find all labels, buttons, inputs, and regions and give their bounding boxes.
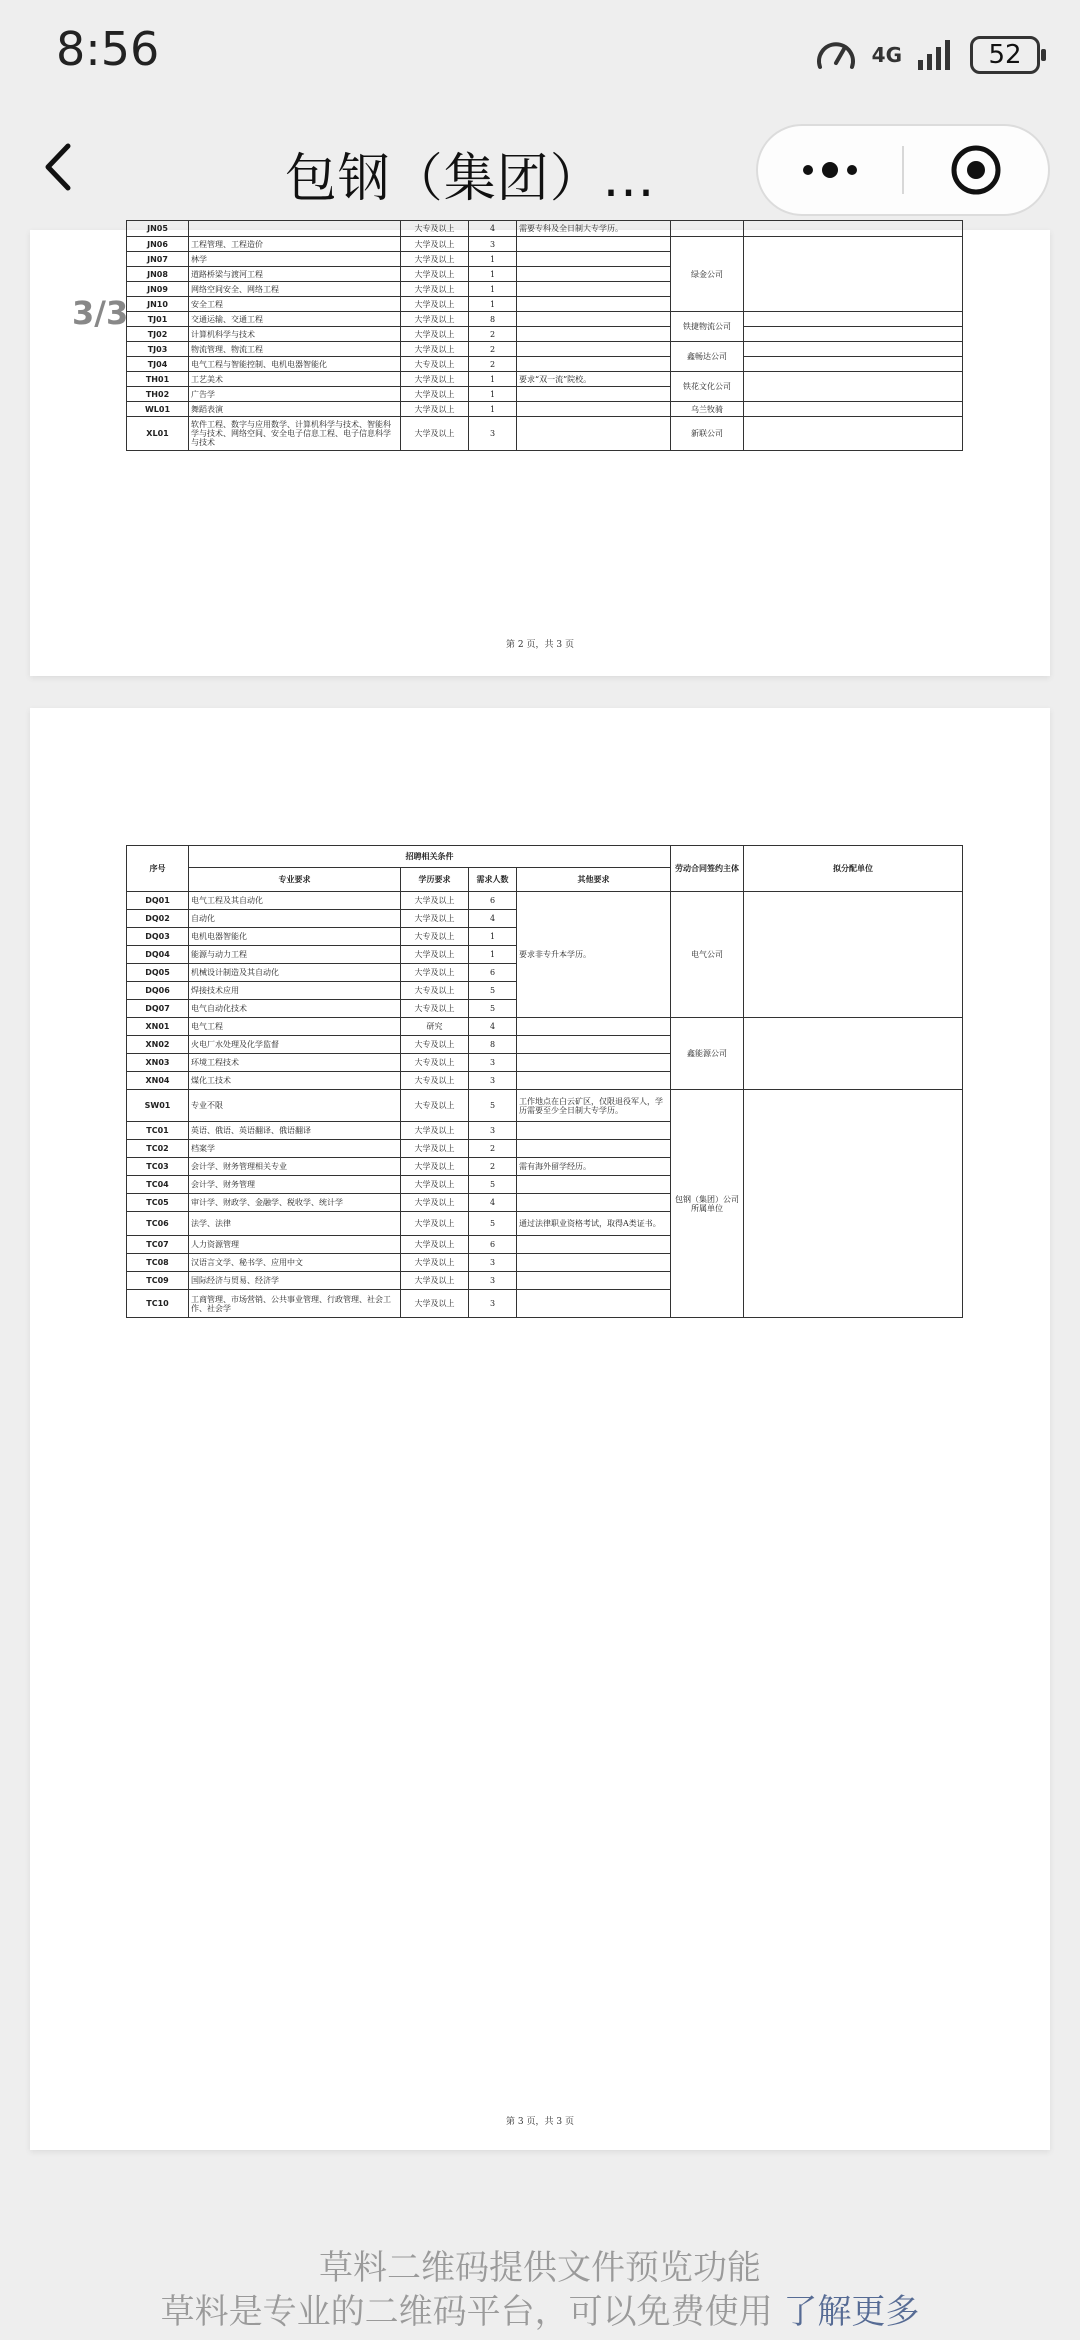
row-num: 6 [469,964,517,982]
row-code: XN02 [127,1036,189,1054]
row-degree: 大专及以上 [401,221,469,237]
row-num: 1 [469,282,517,297]
row-code: DQ06 [127,982,189,1000]
promo-line-1: 草料二维码提供文件预览功能 [319,2248,761,2288]
page-title: 包钢（集团）... [284,149,656,209]
row-contract: 乌兰牧骑 [671,402,744,417]
row-code: DQ03 [127,928,189,946]
row-degree: 大学及以上 [401,342,469,357]
row-assign [744,372,963,402]
row-major: 电机电器智能化 [189,928,401,946]
row-major: 林学 [189,252,401,267]
row-other [517,327,671,342]
row-num: 6 [469,892,517,910]
row-assign [744,402,963,417]
row-code: XN03 [127,1054,189,1072]
row-code: TC04 [127,1176,189,1194]
row-num: 3 [469,1072,517,1090]
row-code: XN04 [127,1072,189,1090]
row-degree: 大学及以上 [401,252,469,267]
row-num: 5 [469,1090,517,1122]
row-num: 3 [469,1272,517,1290]
row-other [517,1194,671,1212]
row-num: 8 [469,312,517,327]
row-assign [744,1018,963,1090]
row-major: 计算机科学与技术 [189,327,401,342]
row-degree: 研究 [401,1018,469,1036]
row-code: DQ01 [127,892,189,910]
row-other [517,252,671,267]
row-contract: 包钢（集团）公司所属单位 [671,1090,744,1318]
table-row [127,237,963,252]
row-other [517,267,671,282]
row-code: JN09 [127,282,189,297]
row-other: 通过法律职业资格考试，取得A类证书。 [517,1212,671,1236]
close-target-icon[interactable] [904,126,1048,214]
row-code: DQ07 [127,1000,189,1018]
table-row [127,327,963,342]
table-row [127,1018,963,1036]
row-contract: 新联公司 [671,417,744,451]
document-page-2 [30,224,1050,676]
row-num: 3 [469,417,517,451]
row-code: TH01 [127,372,189,387]
row-contract: 铁捷物流公司 [671,312,744,342]
row-degree: 大学及以上 [401,372,469,387]
row-other [517,342,671,357]
row-other: 需有海外留学经历。 [517,1158,671,1176]
row-degree: 大专及以上 [401,1054,469,1072]
row-num: 4 [469,1018,517,1036]
table-row [127,221,963,237]
table-row [127,312,963,327]
row-code: TJ01 [127,312,189,327]
row-other [517,1140,671,1158]
table-row [127,417,963,451]
row-degree: 大学及以上 [401,1290,469,1318]
row-major: 法学、法律 [189,1212,401,1236]
row-num: 2 [469,1158,517,1176]
row-other [517,1176,671,1194]
row-major: 交通运输、交通工程 [189,312,401,327]
row-num: 8 [469,1036,517,1054]
row-other [517,402,671,417]
job-table-page-2 [126,220,963,451]
row-degree: 大学及以上 [401,1158,469,1176]
row-degree: 大学及以上 [401,964,469,982]
network-type: 4G [871,43,902,67]
row-code: TC08 [127,1254,189,1272]
table-row [127,892,963,910]
row-other: 要求“双一流”院校。 [517,372,671,387]
row-major: 人力资源管理 [189,1236,401,1254]
job-table-page-3 [126,845,963,1318]
row-degree: 大学及以上 [401,282,469,297]
row-code: TJ02 [127,327,189,342]
row-num: 3 [469,1054,517,1072]
row-other: 要求非专升本学历。 [517,892,671,1018]
row-assign [744,342,963,357]
row-major: 工艺美术 [189,372,401,387]
row-degree: 大学及以上 [401,267,469,282]
row-other: 工作地点在白云矿区，仅限退役军人，学历需要至少全日制大专学历。 [517,1090,671,1122]
more-options-icon[interactable] [758,126,902,214]
row-num: 5 [469,1212,517,1236]
row-code: TJ04 [127,357,189,372]
row-code: DQ02 [127,910,189,928]
row-code: TC07 [127,1236,189,1254]
row-degree: 大专及以上 [401,1090,469,1122]
promo-text: 草料是专业的二维码平台，可以免费使用 [160,2292,773,2332]
speedometer-icon [814,35,858,75]
row-major: 安全工程 [189,297,401,312]
row-degree: 大专及以上 [401,1036,469,1054]
row-code: TH02 [127,387,189,402]
row-major: 电气工程 [189,1018,401,1036]
status-bar [0,0,1080,110]
row-other [517,417,671,451]
row-other [517,387,671,402]
row-other [517,1072,671,1090]
row-num: 1 [469,928,517,946]
header-degree: 学历要求 [401,868,469,892]
row-num: 1 [469,946,517,964]
row-other [517,1272,671,1290]
row-major: 工程管理、工程造价 [189,237,401,252]
row-other [517,1236,671,1254]
row-degree: 大学及以上 [401,237,469,252]
row-degree: 大专及以上 [401,1000,469,1018]
row-code: TC10 [127,1290,189,1318]
row-degree: 大专及以上 [401,928,469,946]
page-3-footer: 第 3 页，共 3 页 [506,2117,574,2127]
page-2-footer: 第 2 页，共 3 页 [506,640,574,650]
row-other [517,312,671,327]
row-num: 6 [469,1236,517,1254]
row-degree: 大学及以上 [401,1176,469,1194]
table-row [127,357,963,372]
mini-program-capsule [756,124,1050,216]
row-degree: 大学及以上 [401,327,469,342]
document-page-3 [30,708,1050,2150]
row-code: DQ04 [127,946,189,964]
status-icons [814,30,1040,80]
row-num: 2 [469,1140,517,1158]
row-num: 1 [469,402,517,417]
row-major: 网络空间安全、网络工程 [189,282,401,297]
row-assign [744,1090,963,1318]
row-code: XN01 [127,1018,189,1036]
header-major: 专业要求 [189,868,401,892]
row-code: TC02 [127,1140,189,1158]
row-major: 审计学、财政学、金融学、税收学、统计学 [189,1194,401,1212]
row-major: 道路桥梁与渡河工程 [189,267,401,282]
row-degree: 大学及以上 [401,946,469,964]
row-other [517,1036,671,1054]
row-other [517,1254,671,1272]
row-major: 舞蹈表演 [189,402,401,417]
header-other: 其他要求 [517,868,671,892]
row-major: 汉语言文学、秘书学、应用中文 [189,1254,401,1272]
row-major: 广告学 [189,387,401,402]
row-num: 4 [469,1194,517,1212]
row-major: 软件工程、数字与应用数学、计算机科学与技术、智能科学与技术、网络空间、安全电子信息工程、电子信息科学与技术 [189,417,401,451]
row-major: 专业不限 [189,1090,401,1122]
row-contract [671,221,744,237]
row-num: 3 [469,1290,517,1318]
row-contract: 绿金公司 [671,237,744,312]
row-code: TC01 [127,1122,189,1140]
row-code: WL01 [127,402,189,417]
row-degree: 大学及以上 [401,892,469,910]
row-num: 2 [469,357,517,372]
row-major: 工商管理、市场营销、公共事业管理、行政管理、社会工作、社会学 [189,1290,401,1318]
row-degree: 大学及以上 [401,297,469,312]
row-major: 电气工程与智能控制、电机电器智能化 [189,357,401,372]
header-seq: 序号 [127,846,189,892]
row-assign [744,221,963,237]
row-other [517,1290,671,1318]
row-code: JN07 [127,252,189,267]
row-major: 煤化工技术 [189,1072,401,1090]
page-counter: 3/3 [72,294,129,332]
row-other [517,357,671,372]
row-num: 1 [469,252,517,267]
row-num: 1 [469,387,517,402]
header-num: 需求人数 [469,868,517,892]
row-other [517,237,671,252]
row-degree: 大学及以上 [401,1254,469,1272]
table-row [127,372,963,387]
row-other [517,1018,671,1036]
row-code: JN08 [127,267,189,282]
row-degree: 大学及以上 [401,312,469,327]
header-assign: 拟分配单位 [744,846,963,892]
nav-bar [0,110,1080,230]
row-code: JN10 [127,297,189,312]
row-code: JN06 [127,237,189,252]
row-num: 1 [469,297,517,312]
row-assign [744,357,963,372]
row-other [517,282,671,297]
row-code: TC05 [127,1194,189,1212]
row-other [517,1122,671,1140]
row-num: 3 [469,1122,517,1140]
row-assign [744,417,963,451]
row-degree: 大学及以上 [401,1272,469,1290]
row-code: DQ05 [127,964,189,982]
status-time: 8:56 [56,22,160,76]
row-major: 物流管理、物流工程 [189,342,401,357]
row-degree: 大学及以上 [401,910,469,928]
row-code: XL01 [127,417,189,451]
row-code: TC06 [127,1212,189,1236]
row-degree: 大专及以上 [401,1072,469,1090]
row-degree: 大学及以上 [401,1194,469,1212]
row-num: 4 [469,910,517,928]
row-code: JN05 [127,221,189,237]
table-row [127,402,963,417]
learn-more-link[interactable]: 了解更多 [783,2292,920,2332]
row-assign [744,312,963,327]
row-num: 4 [469,221,517,237]
row-major: 自动化 [189,910,401,928]
row-code: TC09 [127,1272,189,1290]
row-degree: 大学及以上 [401,417,469,451]
row-assign [744,237,963,312]
battery-icon [970,36,1040,74]
row-major: 会计学、财务管理 [189,1176,401,1194]
row-major: 环境工程技术 [189,1054,401,1072]
row-num: 3 [469,1254,517,1272]
row-major: 焊接技术应用 [189,982,401,1000]
promo-line-2 [0,2284,1080,2333]
row-major: 电气工程及其自动化 [189,892,401,910]
row-degree: 大专及以上 [401,357,469,372]
header-contract: 劳动合同签约主体 [671,846,744,892]
row-degree: 大学及以上 [401,1212,469,1236]
row-code: SW01 [127,1090,189,1122]
signal-icon [916,38,956,72]
row-contract: 电气公司 [671,892,744,1018]
row-assign [744,327,963,342]
row-num: 3 [469,237,517,252]
battery-level: 52 [988,40,1022,70]
row-degree: 大学及以上 [401,402,469,417]
row-major: 能源与动力工程 [189,946,401,964]
row-code: TC03 [127,1158,189,1176]
row-other [517,1054,671,1072]
row-major: 火电厂水处理及化学监督 [189,1036,401,1054]
row-degree: 大学及以上 [401,387,469,402]
row-assign [744,892,963,1018]
row-degree: 大学及以上 [401,1236,469,1254]
table-row [127,342,963,357]
row-other [517,297,671,312]
table-row [127,1090,963,1122]
row-num: 5 [469,1000,517,1018]
row-degree: 大学及以上 [401,1140,469,1158]
row-contract: 鑫能源公司 [671,1018,744,1090]
row-degree: 大学及以上 [401,1122,469,1140]
row-num: 5 [469,1176,517,1194]
row-major [189,221,401,237]
row-contract: 鑫畅达公司 [671,342,744,372]
row-code: TJ03 [127,342,189,357]
row-major: 机械设计制造及其自动化 [189,964,401,982]
row-major: 会计学、财务管理相关专业 [189,1158,401,1176]
row-num: 1 [469,372,517,387]
row-major: 英语、俄语、英语翻译、俄语翻译 [189,1122,401,1140]
row-other: 需要专科及全日制大专学历。 [517,221,671,237]
row-degree: 大专及以上 [401,982,469,1000]
row-major: 国际经济与贸易、经济学 [189,1272,401,1290]
row-num: 2 [469,342,517,357]
row-major: 档案学 [189,1140,401,1158]
row-num: 1 [469,267,517,282]
row-major: 电气自动化技术 [189,1000,401,1018]
header-group: 招聘相关条件 [189,846,671,868]
row-num: 5 [469,982,517,1000]
row-num: 2 [469,327,517,342]
row-contract: 铁花文化公司 [671,372,744,402]
